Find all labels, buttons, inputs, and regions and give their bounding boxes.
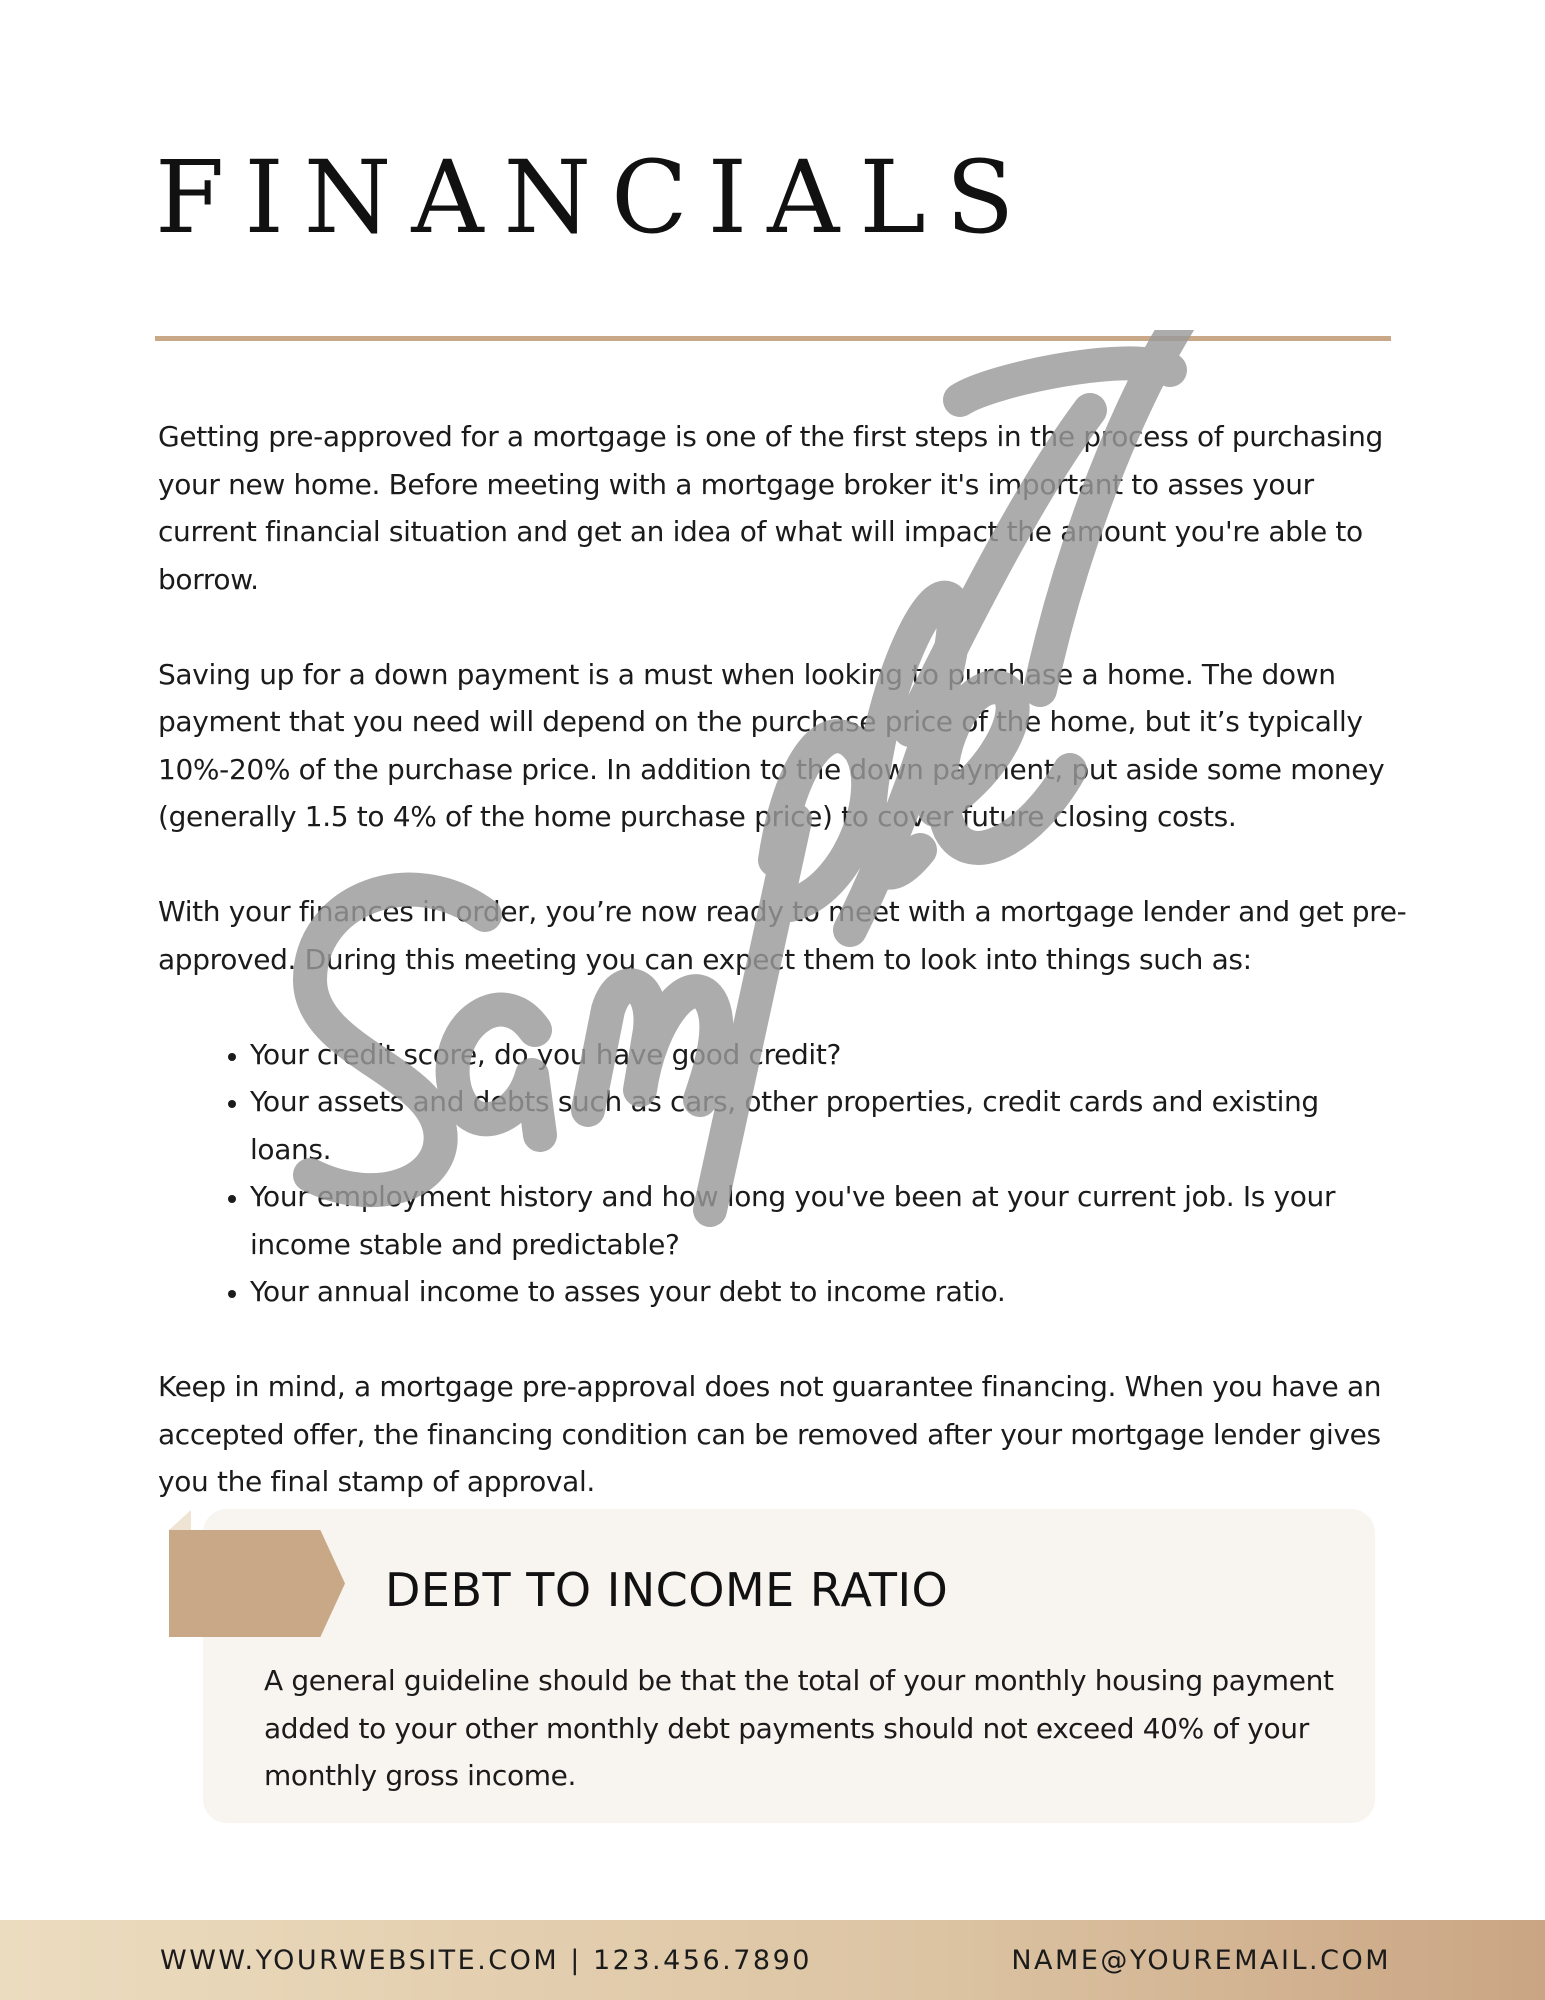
checklist-item: • Your assets and debts such as cars, other properties, credit cards and existing loans. (250, 1078, 1408, 1173)
intro-paragraph: With your finances in order, you’re now ready to meet with a mortgage lender and get pre-approved. During this meeting you can expect them to look into things such as: (158, 895, 1407, 976)
footer-email: NAME@YOUREMAIL.COM (1011, 1945, 1391, 1976)
checklist-item: • Your credit score, do you have good credit? (250, 1031, 1408, 1079)
title-divider (155, 336, 1391, 341)
sample-watermark-text: Sample (270, 330, 274, 331)
debt-to-income-text: A general guideline should be that the total of your monthly housing payment added to your other monthly debt payments should not exceed 40% of your monthly gross income. (264, 1664, 1334, 1792)
intro-paragraph: Saving up for a down payment is a must when looking to purchase a home. The down payment that you need will depend on the purchase price of the home, but it’s typically 10%-20% of the purchase price. In addition to the down payment, put aside some money (generally 1.5 to 4% of the home purchase price) to cover future closing costs. (158, 657, 1385, 833)
checklist-item: • Your annual income to asses your debt to income ratio. (250, 1268, 1408, 1316)
closing-paragraph: Keep in mind, a mortgage pre-approval does not guarantee financing. When you have an accepted offer, the financing condition can be removed after your mortgage lender gives you the final stamp of approval. (158, 1370, 1382, 1498)
ribbon-fold (169, 1510, 191, 1530)
footer-website-phone: WWW.YOURWEBSITE.COM | 123.456.7890 (160, 1945, 812, 1976)
checklist (158, 1031, 1408, 1316)
page-title: FINANCIALS (155, 139, 1035, 256)
footer (0, 1920, 1545, 2000)
intro-section (158, 413, 1408, 1553)
debt-to-income-heading: DEBT TO INCOME RATIO (385, 1563, 949, 1617)
ribbon-tag (169, 1530, 345, 1637)
checklist-item: • Your employment history and how long you've been at your current job. Is your income stable and predictable? (250, 1173, 1408, 1268)
intro-paragraph: Getting pre-approved for a mortgage is one of the first steps in the process of purchasing your new home. Before meeting with a mortgage broker it's important to asses your current financial situation and get an idea of what will impact the amount you're able to borrow. (158, 420, 1383, 596)
